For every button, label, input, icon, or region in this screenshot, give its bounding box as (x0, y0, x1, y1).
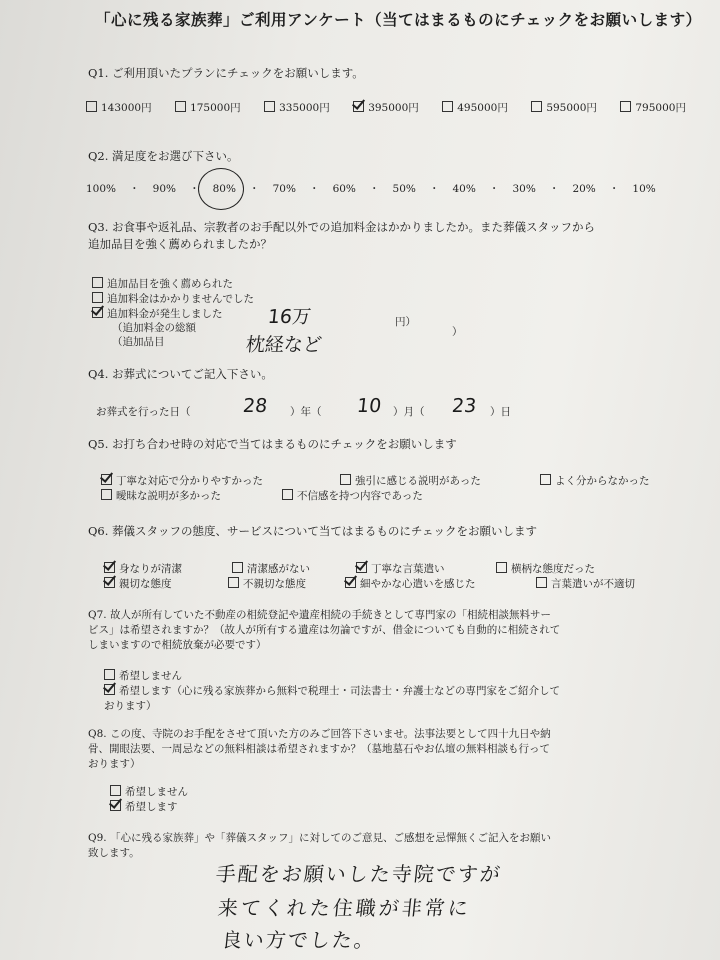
q1-option[interactable]: 335000円 (264, 100, 330, 115)
checkbox[interactable] (340, 474, 351, 485)
q4-year-unit: ）年（ (290, 406, 322, 418)
q8-label-line3: おります） (88, 758, 141, 770)
checkbox[interactable] (92, 277, 103, 288)
q7-option[interactable]: 希望しません (104, 668, 182, 683)
q6-label: Q6. 葬儀スタッフの態度、サービスについて当てはまるものにチェックをお願いします (88, 524, 537, 538)
q5-label: Q5. お打ち合わせ時の対応で当てはまるものにチェックをお願いします (88, 437, 457, 451)
q7-option-checked[interactable]: 希望します（心に残る家族葬から無料で税理士・司法書士・弁護士などの専門家をご紹介して (104, 683, 560, 698)
q7-option-line2: おります） (104, 700, 157, 712)
checkbox-checked[interactable] (104, 684, 115, 695)
q3-total-unit: 円） (395, 316, 416, 328)
q1-options (86, 100, 686, 115)
q5-option[interactable]: 強引に感じる説明があった (340, 473, 481, 488)
q2-label: Q2. 満足度をお選び下さい。 (88, 149, 239, 163)
q4-day: 23 (450, 395, 478, 417)
q6-option[interactable]: 横柄な態度だった (496, 561, 595, 576)
checkbox[interactable] (282, 489, 293, 500)
q7-label-line2: ビス」は希望されますか？（故人が所有する遺産は勿論ですが、借金についても自動的に相続されて (88, 624, 561, 636)
q3-items-label: （追加品目 (112, 336, 165, 348)
q3-label-line2: 追加品目を強く薦められましたか？ (88, 237, 272, 251)
q2-option[interactable]: 100% (86, 182, 117, 195)
q2-option[interactable]: 10% (632, 182, 656, 195)
q9-label-line1: Q9. 「心に残る家族葬」や「葬儀スタッフ」に対してのご意見、ご感想を忌憚無くご記入をお願い (88, 832, 551, 844)
q2-option[interactable]: 60% (332, 182, 356, 195)
q8-option-checked[interactable]: 希望します (110, 799, 178, 814)
q3-option[interactable]: 追加品目を強く薦められた (92, 276, 233, 291)
checkbox-checked[interactable] (345, 577, 356, 588)
checkbox-checked[interactable] (104, 577, 115, 588)
checkbox[interactable] (232, 562, 243, 573)
q5-option[interactable]: よく分からなかった (540, 473, 650, 488)
checkbox-checked[interactable] (92, 307, 103, 318)
q1-label: Q1. ご利用頂いたプランにチェックをお願いします。 (88, 66, 364, 80)
q4-day-unit: ）日 (490, 406, 511, 418)
q1-option[interactable]: 175000円 (175, 100, 241, 115)
q3-option-checked[interactable]: 追加料金が発生しました (92, 306, 223, 321)
q3-total-label: （追加料金の総額 (112, 322, 196, 334)
q1-option[interactable]: 495000円 (442, 100, 508, 115)
checkbox[interactable] (442, 101, 453, 112)
q6-option[interactable]: 不親切な態度 (228, 576, 306, 591)
checkbox-checked[interactable] (104, 562, 115, 573)
checkbox[interactable] (92, 292, 103, 303)
q2-option-selected[interactable]: 80% (212, 182, 236, 195)
checkbox[interactable] (86, 101, 97, 112)
q6-option-checked[interactable]: 丁寧な言葉遣い (356, 561, 445, 576)
q8-option[interactable]: 希望しません (110, 784, 188, 799)
q1-option-selected[interactable]: 395000円 (353, 100, 419, 115)
q6-option[interactable]: 清潔感がない (232, 561, 310, 576)
checkbox[interactable] (540, 474, 551, 485)
q3-label-line1: Q3. お食事や返礼品、宗教者のお手配以外での追加料金はかかりましたか。また葬儀スタッフから (88, 220, 596, 234)
q4-year: 28 (241, 395, 269, 417)
q6-option-checked[interactable]: 身なりが清潔 (104, 561, 182, 576)
q2-option[interactable]: 30% (512, 182, 536, 195)
q5-option[interactable]: 曖昧な説明が多かった (101, 488, 221, 503)
q9-label-line2: 致します。 (88, 847, 140, 859)
q8-label-line1: Q8. この度、寺院のお手配をさせて頂いた方のみご回答下さいませ。法事法要として四十九日や納 (88, 728, 551, 740)
q2-option[interactable]: 90% (152, 182, 176, 195)
q2-option[interactable]: 70% (272, 182, 296, 195)
q6-option[interactable]: 言葉遣いが不適切 (536, 576, 635, 591)
q2-option[interactable]: 40% (452, 182, 476, 195)
q1-option[interactable]: 143000円 (86, 100, 152, 115)
checkbox[interactable] (175, 101, 186, 112)
q3-option[interactable]: 追加料金はかかりませんでした (92, 291, 254, 306)
q2-option[interactable]: 50% (392, 182, 416, 195)
checkbox-checked[interactable] (353, 101, 364, 112)
q6-option-checked[interactable]: 親切な態度 (104, 576, 172, 591)
q7-label-line3: しまいますので相続放棄が必要です） (88, 639, 267, 651)
q5-option-checked[interactable]: 丁寧な対応で分かりやすかった (101, 473, 263, 488)
q3-total-value: 16万 (266, 306, 313, 328)
checkbox-checked[interactable] (101, 474, 112, 485)
checkbox[interactable] (228, 577, 239, 588)
q3-items-value: 枕経など (244, 334, 324, 356)
q3-items-close: ） (452, 326, 463, 338)
checkbox[interactable] (531, 101, 542, 112)
q2-options: 100% ・ 90% ・ 80% ・ 70% ・ 60% ・ 50% ・ 40% ・ 30% ・ 20% ・ 10% (86, 182, 656, 195)
checkbox[interactable] (101, 489, 112, 500)
checkbox-checked[interactable] (356, 562, 367, 573)
survey-title: 「心に残る家族葬」ご利用アンケート（当てはまるものにチェックをお願いします） (95, 10, 702, 29)
checkbox[interactable] (104, 669, 115, 680)
q2-option[interactable]: 20% (572, 182, 596, 195)
checkbox[interactable] (264, 101, 275, 112)
q4-date-prefix: お葬式を行った日（ (96, 406, 191, 418)
q5-option[interactable]: 不信感を持つ内容であった (282, 488, 423, 503)
checkbox-checked[interactable] (110, 800, 121, 811)
checkbox[interactable] (496, 562, 507, 573)
q1-option[interactable]: 795000円 (620, 100, 686, 115)
q6-option-checked[interactable]: 細やかな心遣いを感じた (345, 576, 476, 591)
checkbox[interactable] (536, 577, 547, 588)
q4-month: 10 (355, 395, 383, 417)
checkbox[interactable] (110, 785, 121, 796)
q4-label: Q4. お葬式についてご記入下さい。 (88, 367, 273, 381)
q4-month-unit: ）月（ (393, 406, 425, 418)
q9-answer-line1: 手配をお願いした寺院ですが (214, 862, 504, 886)
q7-label-line1: Q7. 故人が所有していた不動産の相続登記や遺産相続の手続きとして専門家の「相続相談無料サー (88, 609, 551, 621)
q9-answer-line2: 来てくれた住職が非常に (216, 896, 473, 920)
selection-circle (198, 168, 244, 210)
q8-label-line2: 骨、開眼法要、一周忌などの無料相談は希望されますか？（墓地墓石やお仏壇の無料相談も行って (88, 743, 550, 755)
q9-answer-line3: 良い方でした。 (220, 928, 378, 952)
q1-option[interactable]: 595000円 (531, 100, 597, 115)
checkbox[interactable] (620, 101, 631, 112)
